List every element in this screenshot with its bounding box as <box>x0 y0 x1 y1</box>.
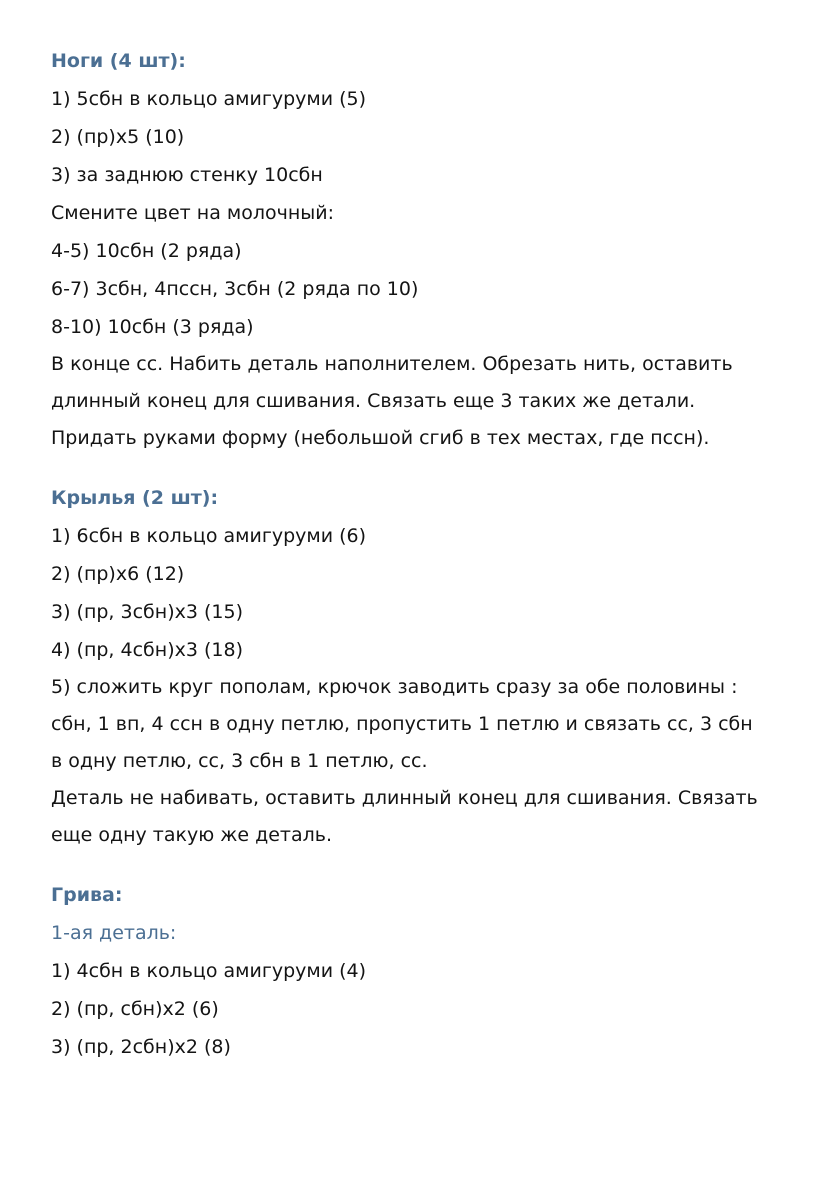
instruction-line: 2) (пр)x6 (12) <box>51 563 185 585</box>
section-heading: Ноги (4 шт): <box>51 50 186 72</box>
instruction-line: 2) (пр, сбн)x2 (6) <box>51 998 219 1020</box>
paragraph-line: еще одну такую же деталь. <box>51 824 333 846</box>
instruction-line: 4-5) 10сбн (2 ряда) <box>51 240 242 262</box>
paragraph-line: длинный конец для сшивания. Связать еще 3 таких же детали. <box>51 390 696 412</box>
instruction-line: 2) (пр)x5 (10) <box>51 126 185 148</box>
paragraph-line: в одну петлю, сс, 3 сбн в 1 петлю, сс. <box>51 750 428 772</box>
instruction-paragraph <box>51 669 821 780</box>
section-gap <box>51 457 821 479</box>
section-heading: Грива: <box>51 884 123 906</box>
instruction-line: 4) (пр, 4сбн)x3 (18) <box>51 639 243 661</box>
section-subheading: 1-ая деталь: <box>51 922 177 944</box>
instruction-line: 6-7) 3сбн, 4пссн, 3сбн (2 ряда по 10) <box>51 278 419 300</box>
instruction-line: 3) (пр, 2сбн)x2 (8) <box>51 1036 231 1058</box>
section-heading: Крылья (2 шт): <box>51 487 219 509</box>
document-page <box>51 42 821 1066</box>
paragraph-line: Деталь не набивать, оставить длинный конец для сшивания. Связать <box>51 787 758 809</box>
instruction-paragraph <box>51 346 821 457</box>
paragraph-line: сбн, 1 вп, 4 ссн в одну петлю, пропустить 1 петлю и связать сс, 3 сбн <box>51 713 753 735</box>
instruction-line: 8-10) 10сбн (3 ряда) <box>51 316 254 338</box>
section-mane <box>51 876 821 1066</box>
section-wings <box>51 479 821 854</box>
instruction-paragraph <box>51 780 821 854</box>
instruction-line: 3) (пр, 3сбн)x3 (15) <box>51 601 243 623</box>
instruction-line: 1) 5сбн в кольцо амигуруми (5) <box>51 88 367 110</box>
instruction-line: 1) 4сбн в кольцо амигуруми (4) <box>51 960 367 982</box>
instruction-line: 1) 6сбн в кольцо амигуруми (6) <box>51 525 367 547</box>
paragraph-line: 5) сложить круг пополам, крючок заводить сразу за обе половины : <box>51 676 738 698</box>
instruction-line: Смените цвет на молочный: <box>51 202 335 224</box>
paragraph-line: Придать руками форму (небольшой сгиб в тех местах, где пссн). <box>51 427 710 449</box>
instruction-line: 3) за заднюю стенку 10сбн <box>51 164 323 186</box>
section-legs <box>51 42 821 457</box>
paragraph-line: В конце сс. Набить деталь наполнителем. Обрезать нить, оставить <box>51 353 733 375</box>
section-gap <box>51 854 821 876</box>
